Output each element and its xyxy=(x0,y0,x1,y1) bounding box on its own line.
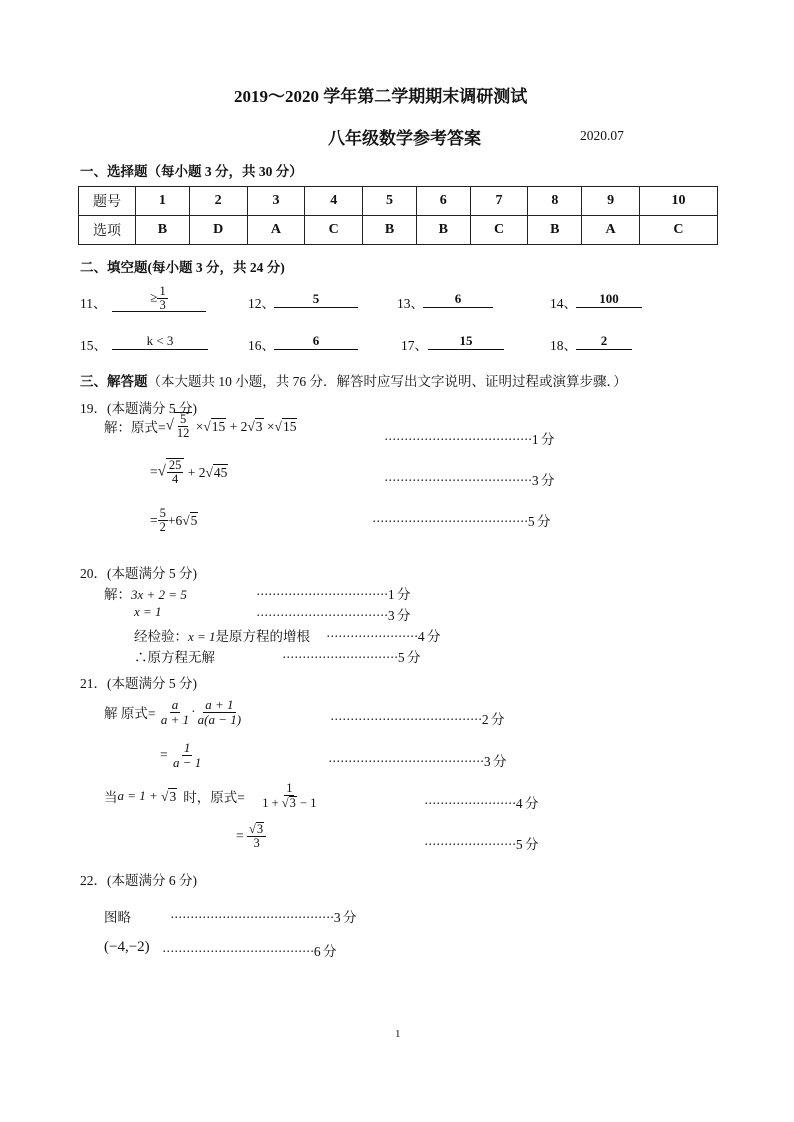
table-cell-number: 3 xyxy=(247,187,305,216)
section3-note: （本大题共 10 小题，共 76 分．解答时应写出文字说明、证明过程或演算步骤．） xyxy=(147,374,627,389)
table-row-answers xyxy=(79,216,718,245)
q20-score1: ·································1 分 xyxy=(256,587,410,602)
q22-score1: ·········································3 分 xyxy=(170,910,356,925)
q21-line4: = $\frac{√3}{3}$ xyxy=(236,822,266,850)
fill-answer-17: 15 xyxy=(428,333,504,350)
table-cell-number: 10 xyxy=(639,187,717,216)
table-cell-number: 6 xyxy=(416,187,470,216)
q21-line3: 当a = 1 + √3 时，原式= $\frac{1}{1 + √3 - 1}$ xyxy=(104,781,317,811)
section3-heading xyxy=(80,370,627,390)
q19-score1: ·····································1 分 xyxy=(384,432,554,447)
fill-label-16: 16、 xyxy=(248,338,275,353)
table-header-cell: 选项 xyxy=(79,216,136,245)
table-cell-number: 4 xyxy=(305,187,363,216)
q21-score1: ······································2 分 xyxy=(330,712,504,727)
fill-answer-16: 6 xyxy=(274,333,358,350)
q19-solve-label: 解：原式= xyxy=(104,420,166,436)
q20-score4: ·····························5 分 xyxy=(282,650,420,665)
q21-heading: 21．(本题满分 5 分) xyxy=(80,676,197,691)
fill-answer-14: 100 xyxy=(576,291,642,308)
q19-line3: = $\frac{5}{2}$ +6√5 xyxy=(150,506,198,535)
answer-table xyxy=(78,186,718,245)
fill-label-15: 15、 xyxy=(80,338,107,353)
table-cell-answer: B xyxy=(363,216,417,245)
q20-line4: ∴原方程无解 xyxy=(134,650,215,665)
fraction-numerator: 1 xyxy=(159,284,166,298)
q22-line2: (−4,−2) xyxy=(104,939,150,955)
table-cell-number: 7 xyxy=(470,187,528,216)
q20-heading: 20．(本题满分 5 分) xyxy=(80,566,197,581)
fill-label-11: 11、 xyxy=(80,296,107,311)
fill-answer-18: 2 xyxy=(576,333,632,350)
fill-11-prefix: ≥ xyxy=(150,289,158,305)
q19-score2: ·····································3 分 xyxy=(384,473,554,488)
q22-line1: 图略 xyxy=(104,910,131,925)
page-number: 1 xyxy=(395,1028,401,1040)
q21-score2: ·······································3 分 xyxy=(328,754,506,769)
q20-line3: 经检验：x = 1是原方程的增根 xyxy=(134,629,311,644)
table-cell-answer: A xyxy=(582,216,640,245)
table-cell-number: 1 xyxy=(136,187,190,216)
page-title: 2019～2020 学年第二学期期末调研测试 xyxy=(234,87,528,106)
section2-heading: 二、填空题(每小题 3 分，共 24 分) xyxy=(80,260,285,275)
fill-label-12: 12、 xyxy=(248,296,275,311)
q20-score3: ·······················4 分 xyxy=(326,629,441,644)
table-cell-number: 5 xyxy=(363,187,417,216)
page-subtitle: 八年级数学参考答案 xyxy=(328,129,481,148)
section1-heading: 一、选择题（每小题 3 分，共 30 分） xyxy=(80,164,303,179)
table-cell-number: 9 xyxy=(582,187,640,216)
q21-line2: = $\frac{1}{a - 1}$ xyxy=(160,740,202,770)
q20-score2: ·································3 分 xyxy=(256,608,410,623)
fill-answer-12: 5 xyxy=(274,291,358,308)
table-cell-answer: B xyxy=(136,216,190,245)
q22-heading: 22．(本题满分 6 分) xyxy=(80,873,197,888)
section3-title: 三、解答题 xyxy=(80,374,148,389)
q19-heading: 19．(本题满分 5 分) xyxy=(80,401,197,416)
q21-score4: ·······················5 分 xyxy=(424,837,539,852)
fill-11-fraction xyxy=(157,285,167,312)
fill-answer-15: k < 3 xyxy=(112,333,208,350)
q20-line2: x = 1 xyxy=(134,604,162,619)
q20-line1: 解：3x + 2 = 5 xyxy=(104,587,187,602)
date-label: 2020.07 xyxy=(580,128,624,143)
table-cell-answer: A xyxy=(247,216,305,245)
q19-line2: =√ $\frac{25}{4}$ + 2√45 xyxy=(150,458,228,487)
fill-label-14: 14、 xyxy=(550,296,577,311)
table-cell-answer: C xyxy=(470,216,528,245)
table-cell-answer: B xyxy=(416,216,470,245)
table-cell-number: 8 xyxy=(528,187,582,216)
q22-score2: ······································6 分 xyxy=(162,944,336,959)
q21-line1: 解 原式= $\frac{a}{a + 1}$ · $\frac{a + 1}{a(a - 1)}$ xyxy=(104,697,242,727)
q19-score3: ·······································5 分 xyxy=(372,514,550,529)
table-row-numbers xyxy=(79,187,718,216)
table-cell-answer: B xyxy=(528,216,582,245)
fill-label-18: 18、 xyxy=(550,338,577,353)
q21-score3: ·······················4 分 xyxy=(424,796,539,811)
q19-line1: 解：原式=√ $\frac{5}{12}$ ×√15 + 2√3 ×√15 xyxy=(104,412,297,441)
fill-answer-11 xyxy=(112,285,206,312)
fill-answer-13: 6 xyxy=(423,291,493,308)
table-cell-answer: C xyxy=(639,216,717,245)
table-cell-answer: C xyxy=(305,216,363,245)
table-cell-answer: D xyxy=(189,216,247,245)
table-header-cell: 题号 xyxy=(79,187,136,216)
fill-label-13: 13、 xyxy=(397,296,424,311)
fraction-denominator: 3 xyxy=(159,298,166,313)
fill-label-17: 17、 xyxy=(401,338,428,353)
table-cell-number: 2 xyxy=(189,187,247,216)
